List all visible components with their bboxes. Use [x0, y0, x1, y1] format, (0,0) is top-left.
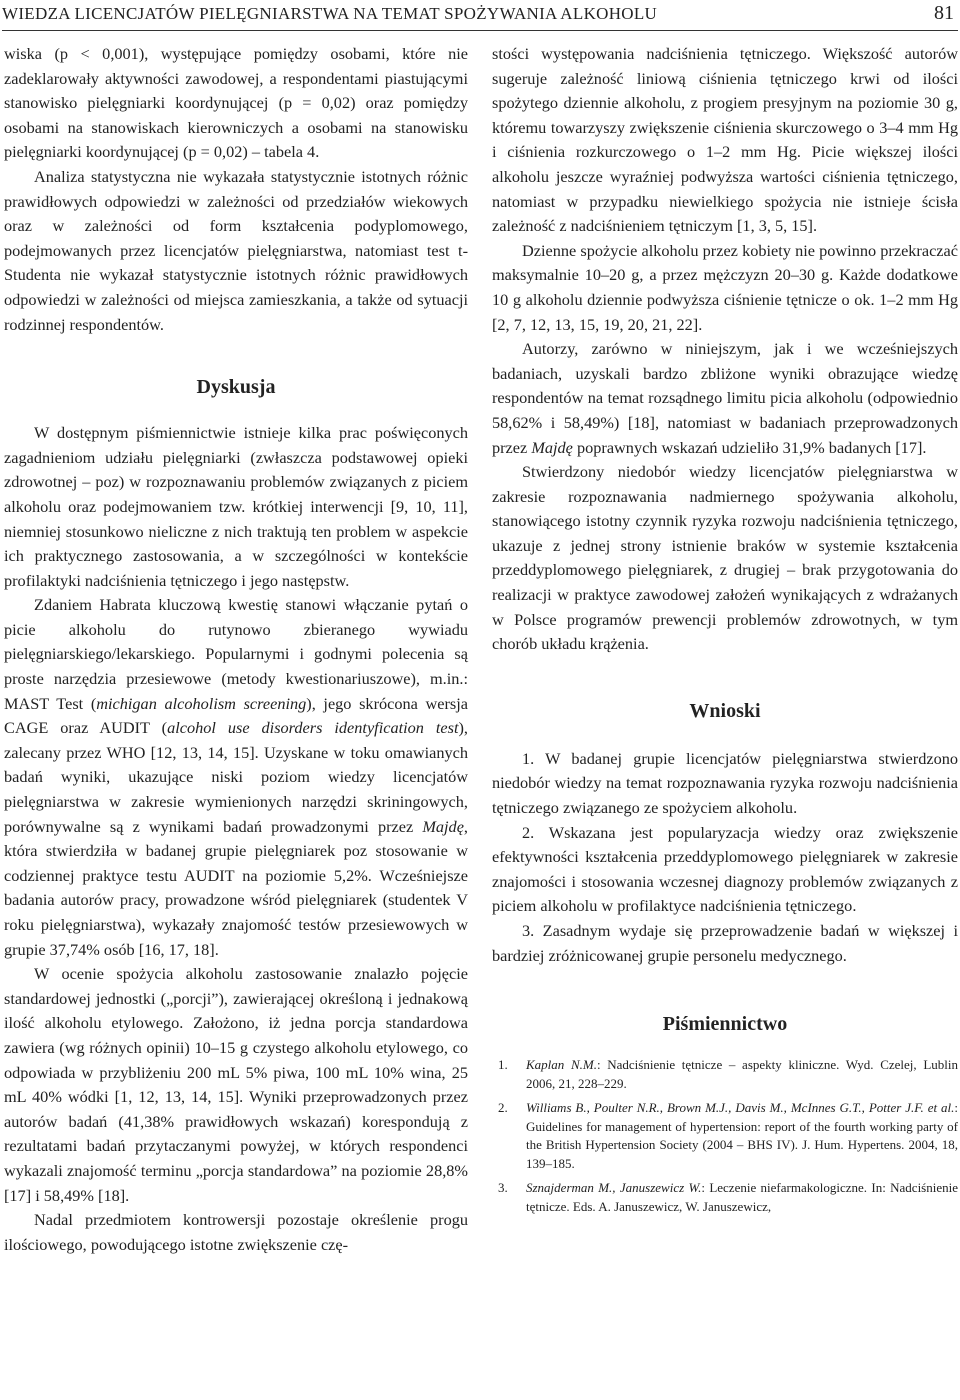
discussion-text: Autorzy, zarówno w niniejszym, jak i we wcześniejszych badaniach, uzyskali bardzo zbliżone wyniki obrazujące wiedzę respondentów na temat rozsądnego limitu picia alkoholu (odpowiednio 58,62% i 58,49%) [18], natomiast w badaniach przeprowadzonych przez: [492, 339, 958, 457]
page-number: 81: [934, 2, 954, 24]
conclusion-item-2: 2. Wskazana jest popularyzacja wiedzy oraz zwiększenie efektywności kształcenia przeddyplomowego pielęgniarek w zakresie znajomości i stosowania wczesnej diagnozy problemów związanych z piciem alkoholu w profilaktyce nadciśnienia tętniczego.: [492, 822, 958, 916]
reference-text: : Guidelines for management of hypertension: report of the fourth working party of the British Hypertension Society (2004 – BHS IV). J. Hum. Hypertens. 2004, 18, 139–185.: [526, 1099, 958, 1172]
discussion-paragraph-6: [492, 337, 958, 460]
discussion-text: ), zalecany przez WHO [12, 13, 14, 15]. Uzyskane w toku omawianych badań wyniki, ukazujące niski poziom wiedzy licencjatów pielęgniarstwa w zakresie wymienionych narzędzi skriningowych, porównywalne są z wynikami badań prowadzonymi przez: [4, 718, 468, 836]
statistical-analysis-paragraph: Analiza statystyczna nie wykazała statystycznie istotnych różnic prawidłowych odpowiedzi w zależności od przedziałów wiekowych oraz w zależności od form kształcenia podyplomowego, podejmowanych przez licencjatów pielęgniarstwa, natomiast test t-Studenta nie wykazał statystycznie istotnych różnic prawidłowych odpowiedzi w zależności od miejsca zamieszkania, a także od sytuacji rodzinnej respondentów.: [4, 166, 468, 334]
conclusion-item-3: 3. Zasadnym wydaje się przeprowadzenie badań w większej i bardziej zróżnicowanej grupie personelu medycznego.: [492, 921, 958, 965]
reference-number: 3.: [498, 1179, 508, 1195]
cited-author: Majdę: [422, 816, 464, 836]
reference-authors: Kaplan N.M.: [526, 1057, 597, 1073]
discussion-text: ), jego skrócona wersja CAGE oraz AUDIT (: [4, 693, 468, 738]
discussion-text: Zdaniem Habrata kluczową kwestię stanowi włączanie pytań o picie alkoholu do rutynowo zbieranego wywiadu pielęgniarskiego/lekarskiego. Popularnymi i godnymi polecenia są proste narzędzia przesiewowe (metody kwestionariuszowe), m.in.: MAST Test (: [4, 595, 468, 713]
reference-authors: Sznajderman M., Januszewicz W.: [526, 1179, 702, 1195]
reference-list: [492, 1056, 958, 1216]
reference-item: [492, 1056, 958, 1094]
discussion-paragraph-7: Stwierdzony niedobór wiedzy licencjatów pielęgniarstwa w zakresie rozpoznawania nadmiernego spożywania alkoholu, stanowiącego istotny czynnik ryzyka rozwoju nadciśnienia tętniczego, ukazuje z jednej strony istnienie braków w systemie kształcenia przeddyplomowego pielęgniarek, z drugiej – brak przygotowania do realizacji w praktyce zawodowej założeń wynikających z wdrażanych w Polsce programów prewencji problemów zdrowotnych, w tym chorób układu krążenia.: [492, 462, 958, 654]
reference-item: [492, 1099, 958, 1174]
discussion-paragraph-1: W dostępnym piśmiennictwie istnieje kilka prac poświęconych zagadnieniom udziału pielęgniarki (zwłaszcza podstawowej opieki zdrowotnej – poz) w rozpoznawaniu problemów związanych z piciem alkoholu oraz podejmowaniem tzw. krótkiej interwencji [9, 10, 11], niemniej stosunkowo nieliczne z nich traktują ten problem w aspekcie ich praktycznego zastosowania, a w szczególności w kontekście profilaktyki nadciśnienia tętniczego i jego następstw.: [4, 423, 468, 590]
term-audit: alcohol use disorders identyfication test: [167, 718, 459, 738]
reference-item: [492, 1179, 958, 1217]
reference-number: 1.: [498, 1057, 508, 1073]
discussion-paragraph-3: W ocenie spożycia alkoholu zastosowanie znalazło pojęcie standardowej jednostki („porcji”), zawierającej określoną i jednakową ilość alkoholu etylowego. Założono, iż jedna porcja standardowa zawiera (wg różnych opinii) 10–15 g czystego alkoholu etylowego, co odpowiada w przybliżeniu 200 mL 5% piwa, 100 mL 10% wina, 25 mL 40% wódki [1, 12, 13, 14, 15]. Wyniki przeprowadzonych przez autorów badań (41,38% prawidłowych wskazań) korespondują z rezultatami badań przytaczanymi powyżej, w których respondenci wykazali znajomość terminu „porcja standardowa” na poziomie 28,8% [17] i 58,49% [18].: [4, 964, 468, 1205]
left-column: [4, 42, 468, 1257]
results-paragraph-continued: wiska (p < 0,001), występujące pomiędzy osobami, które nie zadeklarowały aktywności zawodowej, a respondentami piastującymi stanowisko pielęgniarki koordynującej (p = 0,02) oraz pomiędzy osobami na stanowiskach kierowniczych a osobami na stanowisku pielęgniarki koordynującej (p = 0,02) – tabela 4.: [4, 44, 468, 162]
section-heading-conclusions: Wnioski: [689, 699, 761, 722]
reference-number: 2.: [498, 1099, 508, 1115]
discussion-paragraph-4: Nadal przedmiotem kontrowersji pozostaje określenie progu ilościowego, powodującego istotne zwiększenie czę-: [4, 1210, 468, 1254]
running-header: [2, 0, 958, 31]
term-mast: michigan alcoholism screening: [96, 693, 307, 713]
discussion-paragraph-5: Dzienne spożycie alkoholu przez kobiety nie powinno przekraczać maksymalnie 10–20 g, a przez mężczyzn 20–30 g. Każde dodatkowe 10 g alkoholu dziennie podwyższa ciśnienie tętnicze o ok. 1–2 mm Hg [2, 7, 12, 13, 15, 19, 20, 21, 22].: [492, 240, 958, 334]
section-heading-discussion: Dyskusja: [196, 376, 276, 399]
conclusion-item-1: 1. W badanej grupie licencjatów pielęgniarstwa stwierdzono niedobór wiedzy na temat rozpoznawania ryzyka rozwoju nadciśnienia tętniczego związanego ze spożyciem alkoholu.: [492, 748, 958, 818]
reference-text: : Nadciśnienie tętnicze – aspekty kliniczne. Wyd. Czelej, Lublin 2006, 21, 228–229.: [526, 1057, 958, 1091]
discussion-text: , która stwierdziła w badanej grupie pielęgniarek poz stosowanie w codziennej praktyce testu AUDIT na poziomie 5,2%. Wcześniejsze badania autorów pracy, prowadzone wśród pielęgniarek (studentek V roku pielęgniarstwa), wykazały znajomość testów przesiewowych w grupie 37,74% osób [16, 17, 18].: [4, 816, 468, 959]
cited-author: Majdę: [531, 437, 573, 457]
right-column: [492, 42, 958, 1222]
reference-text: : Leczenie niefarmakologiczne. In: Nadciśnienie tętnicze. Eds. A. Januszewicz, W. Januszewicz,: [526, 1179, 958, 1214]
section-heading-references: Piśmiennictwo: [662, 1013, 788, 1036]
running-title: WIEDZA LICENCJATÓW PIELĘGNIARSTWA NA TEMAT SPOŻYWANIA ALKOHOLU: [2, 4, 658, 23]
discussion-paragraph-2: [4, 593, 468, 962]
discussion-paragraph-4-continued: stości występowania nadciśnienia tętniczego. Większość autorów sugeruje zależność liniową ciśnienia tętniczego krwi od ilości spożytego dziennie alkoholu, z progiem presyjnym na poziomie 30 g, któremu towarzyszy zwiększenie ciśnienia skurczowego o 3–4 mm Hg i ciśnienia rozkurczowego o 1–2 mm Hg. Picie większej ilości alkoholu jeszcze wyraźniej podwyższa wartości ciśnienia tętniczego, natomiast w przypadku niewielkiego spożycia nie istnieje ścisła zależność z nadciśnieniem tętniczym [1, 3, 5, 15].: [492, 44, 958, 236]
discussion-text: poprawnych wskazań udzieliło 31,9% badanych [17].: [572, 437, 927, 457]
reference-authors: Williams B., Poulter N.R., Brown M.J., Davis M., McInnes G.T., Potter J.F. et al.: [526, 1099, 955, 1115]
